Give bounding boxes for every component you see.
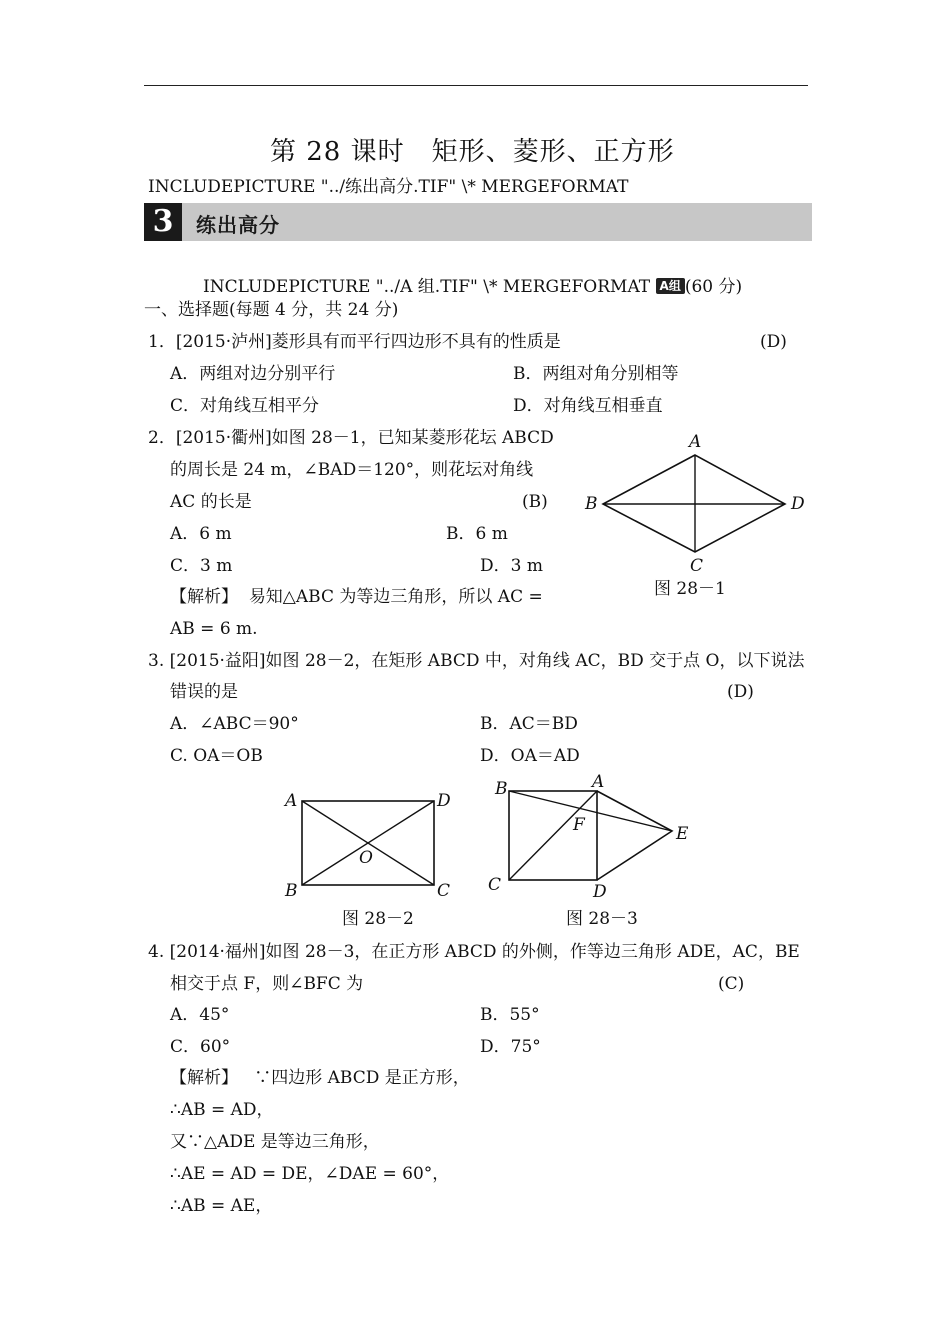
fig1-label-b: B xyxy=(585,494,598,514)
fig1-label-d: D xyxy=(791,494,805,514)
q4-option-c: C．60° xyxy=(170,1037,231,1057)
group-score: (60 分) xyxy=(684,277,743,297)
fig3-label-f: F xyxy=(573,815,585,835)
q4-step2: 又∵△ADE 是等边三角形， xyxy=(170,1132,380,1152)
q3-option-c: C. OA＝OB xyxy=(170,746,263,766)
q4-answer: (C) xyxy=(718,974,745,994)
q4-option-a: A．45° xyxy=(170,1005,230,1025)
q2-option-d: D．3 m xyxy=(480,556,543,576)
q1-option-b: B．两组对角分别相等 xyxy=(513,364,679,384)
q2-line1: 2．[2015·衢州]如图 28－1，已知某菱形花坛 ABCD xyxy=(148,428,554,448)
q2-answer: (B) xyxy=(522,492,548,512)
figure-28-2-caption: 图 28－2 xyxy=(342,909,414,929)
q1-stem: 1．[2015·泸州]菱形具有而平行四边形不具有的性质是 xyxy=(148,332,561,352)
fig3-label-b: B xyxy=(495,779,508,799)
segment-ac xyxy=(509,791,597,880)
q4-step4: ∴AB = AE， xyxy=(170,1196,273,1216)
include-field-1: INCLUDEPICTURE "../练出高分.TIF" \* MERGEFORMAT xyxy=(148,177,629,197)
q4-line1: 4. [2014·福州]如图 28－3，在正方形 ABCD 的外侧，作等边三角形 ADE，AC，BE xyxy=(148,942,800,962)
fig3-label-d: D xyxy=(593,882,607,902)
q4-step3: ∴AE = AD = DE，∠DAE = 60°， xyxy=(170,1164,450,1184)
banner-number: 3 xyxy=(144,203,182,241)
q4-step1: ∴AB = AD， xyxy=(170,1100,274,1120)
fig2-label-c: C xyxy=(437,881,451,901)
page-title: 第 28 课时 矩形、菱形、正方形 xyxy=(270,137,675,167)
q4-option-b: B．55° xyxy=(480,1005,540,1025)
q4-option-d: D．75° xyxy=(480,1037,541,1057)
fig3-label-c: C xyxy=(488,875,502,895)
fig2-label-o: O xyxy=(359,848,373,868)
q2-analysis-line1: 易知△ABC 为等边三角形，所以 AC = xyxy=(248,587,543,607)
fig2-label-a: A xyxy=(285,791,298,811)
q3-line1: 3. [2015·益阳]如图 28－2，在矩形 ABCD 中，对角线 AC，BD 交于点 O，以下说法 xyxy=(148,651,805,671)
q2-analysis xyxy=(170,586,543,608)
fig2-label-d: D xyxy=(437,791,451,811)
q2-option-a: A．6 m xyxy=(170,524,232,544)
q2-analysis-line2: AB = 6 m. xyxy=(170,619,258,639)
q3-answer: (D) xyxy=(727,682,754,702)
fig3-label-a: A xyxy=(592,772,605,792)
fig3-label-e: E xyxy=(676,824,689,844)
q2-option-c: C．3 m xyxy=(170,556,233,576)
q2-analysis-label: 【解析】 xyxy=(170,587,238,607)
figure-28-1-caption: 图 28－1 xyxy=(654,579,726,599)
q3-line2: 错误的是 xyxy=(170,682,238,702)
section-banner xyxy=(144,203,812,241)
include-field-2 xyxy=(203,276,742,298)
figure-28-3-caption: 图 28－3 xyxy=(566,909,638,929)
q4-analysis-line0: ∵四边形 ABCD 是正方形， xyxy=(254,1068,470,1088)
triangle-ade xyxy=(597,791,672,880)
group-badge: A组 xyxy=(656,278,685,294)
q3-option-b: B．AC＝BD xyxy=(480,714,578,734)
q4-analysis xyxy=(170,1067,470,1089)
figure-28-1-rhombus xyxy=(580,428,815,578)
header-rule xyxy=(144,85,808,86)
section-heading: 一、选择题(每题 4 分，共 24 分) xyxy=(144,300,399,320)
q1-option-d: D．对角线互相垂直 xyxy=(513,396,663,416)
include-field-2-text: INCLUDEPICTURE "../A 组.TIF" \* MERGEFORMAT xyxy=(203,277,651,297)
q4-line2: 相交于点 F，则∠BFC 为 xyxy=(170,974,364,994)
fig2-label-b: B xyxy=(285,881,298,901)
q1-option-a: A．两组对边分别平行 xyxy=(170,364,336,384)
fig1-label-c: C xyxy=(690,556,704,576)
fig1-label-a: A xyxy=(689,432,702,452)
q2-line3: AC 的长是 xyxy=(170,492,252,512)
figure-28-3-square-triangle xyxy=(484,770,699,905)
q3-option-a: A．∠ABC＝90° xyxy=(170,714,299,734)
q1-option-c: C．对角线互相平分 xyxy=(170,396,320,416)
q2-option-b: B．6 m xyxy=(446,524,508,544)
q4-analysis-label: 【解析】 xyxy=(170,1068,238,1088)
q1-answer: (D) xyxy=(760,332,787,352)
figure-28-2-rectangle xyxy=(282,786,462,904)
q2-line2: 的周长是 24 m，∠BAD＝120°，则花坛对角线 xyxy=(170,460,534,480)
banner-title: 练出高分 xyxy=(196,213,280,237)
q3-option-d: D．OA＝AD xyxy=(480,746,580,766)
